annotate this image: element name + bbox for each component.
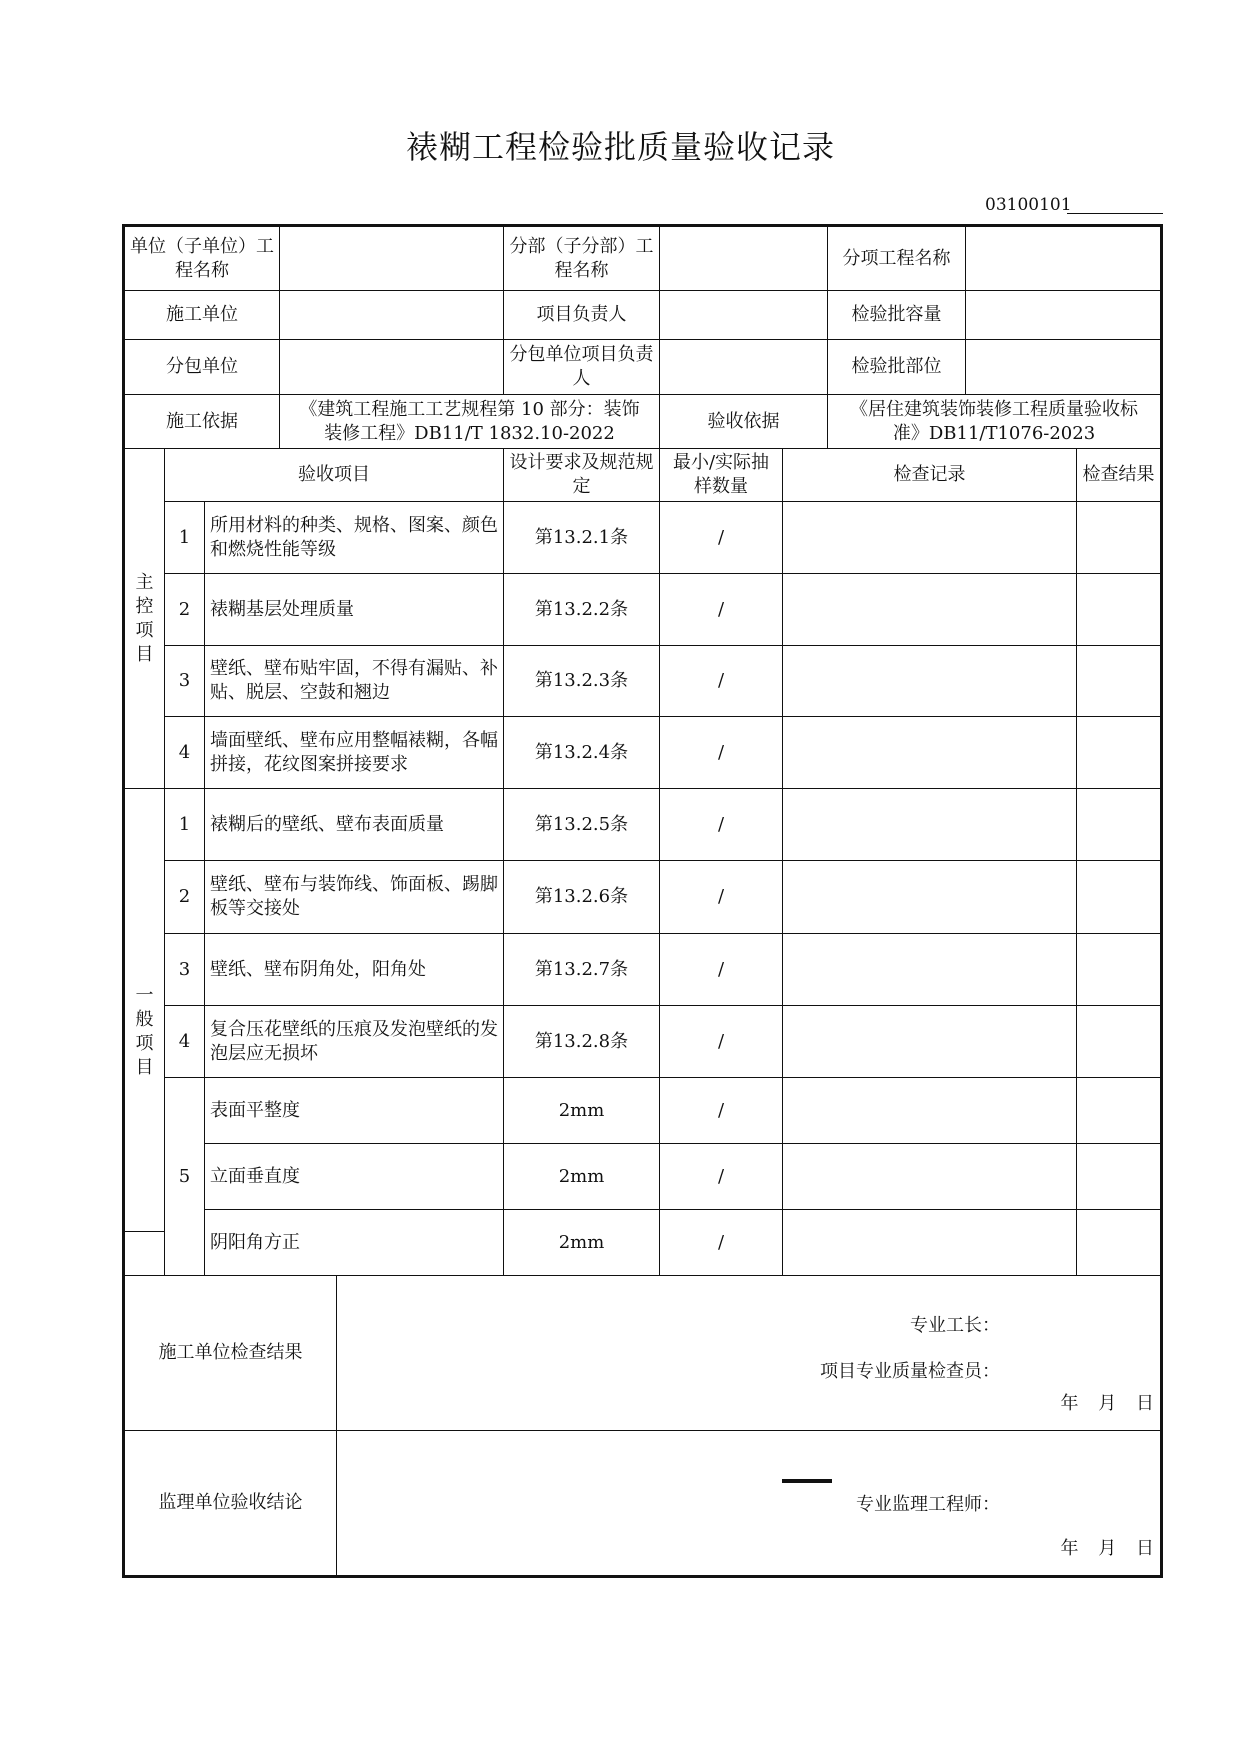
item-description: 裱糊后的壁纸、壁布表面质量	[205, 789, 504, 861]
tolerance-record[interactable]	[783, 1078, 1077, 1144]
tolerance-result[interactable]	[1077, 1078, 1160, 1144]
contractor-check-area[interactable]	[337, 1276, 1160, 1431]
tolerance-result[interactable]	[1077, 1210, 1160, 1276]
item-requirement: 第13.2.1条	[504, 502, 660, 574]
tolerance-requirement: 2mm	[504, 1210, 660, 1276]
item-record[interactable]	[783, 861, 1077, 934]
item-description: 墙面壁纸、壁布应用整幅裱糊，各幅拼接，花纹图案拼接要求	[205, 717, 504, 789]
item-number: 2	[165, 574, 205, 646]
item-record[interactable]	[783, 502, 1077, 574]
item-sample[interactable]: /	[660, 934, 783, 1006]
sub-item-label: 分项工程名称	[828, 227, 966, 291]
sub-manager-label: 分包单位项目负责人	[504, 340, 660, 395]
item-sample[interactable]: /	[660, 574, 783, 646]
item-number: 1	[165, 502, 205, 574]
sub-manager-value[interactable]	[660, 340, 828, 395]
tolerance-record[interactable]	[783, 1144, 1077, 1210]
supervisor-check-label: 监理单位验收结论	[125, 1431, 337, 1575]
item-description: 壁纸、壁布贴牢固，不得有漏贴、补贴、脱层、空鼓和翘边	[205, 646, 504, 717]
tolerance-description: 表面平整度	[205, 1078, 504, 1144]
item-record[interactable]	[783, 1006, 1077, 1078]
acceptance-basis-value: 《居住建筑装饰装修工程质量验收标准》DB11/T1076-2023	[828, 395, 1160, 449]
col-sample-header: 最小/实际抽样数量	[660, 449, 783, 502]
code-underline	[1067, 213, 1163, 214]
item-sample[interactable]: /	[660, 861, 783, 934]
supervisor-check-area[interactable]	[337, 1431, 1160, 1575]
main-control-section	[125, 449, 165, 789]
item-number: 4	[165, 717, 205, 789]
item-number: 4	[165, 1006, 205, 1078]
capacity-label: 检验批容量	[828, 291, 966, 340]
inspection-form	[122, 224, 1163, 1578]
contractor-label: 施工单位	[125, 291, 280, 340]
item-result[interactable]	[1077, 789, 1160, 861]
contractor-check-label: 施工单位检查结果	[125, 1276, 337, 1431]
sub-item-value[interactable]	[966, 227, 1160, 291]
division-label: 分部（子分部）工程名称	[504, 227, 660, 291]
item-sample[interactable]: /	[660, 646, 783, 717]
item-description: 复合压花壁纸的压痕及发泡壁纸的发泡层应无损坏	[205, 1006, 504, 1078]
form-code: 03100101	[985, 195, 1072, 215]
signature-mark	[782, 1479, 832, 1483]
capacity-value[interactable]	[966, 291, 1160, 340]
item-number: 3	[165, 934, 205, 1006]
tolerance-sample[interactable]: /	[660, 1210, 783, 1276]
location-value[interactable]	[966, 340, 1160, 395]
item-record[interactable]	[783, 934, 1077, 1006]
foreman-label: 专业工长：	[910, 1315, 1000, 1336]
item-result[interactable]	[1077, 861, 1160, 934]
supervisor-date: 年 月 日	[1060, 1538, 1154, 1559]
item-number: 1	[165, 789, 205, 861]
item-result[interactable]	[1077, 1006, 1160, 1078]
item-description: 所用材料的种类、规格、图案、颜色和燃烧性能等级	[205, 502, 504, 574]
item-result[interactable]	[1077, 502, 1160, 574]
basis-label: 施工依据	[125, 395, 280, 449]
project-manager-label: 项目负责人	[504, 291, 660, 340]
main-control-label: 主控项目	[135, 571, 154, 665]
general-section	[125, 789, 165, 1276]
item-record[interactable]	[783, 717, 1077, 789]
item-requirement: 第13.2.4条	[504, 717, 660, 789]
tolerance-description: 阴阳角方正	[205, 1210, 504, 1276]
item-requirement: 第13.2.8条	[504, 1006, 660, 1078]
subcontractor-value[interactable]	[280, 340, 504, 395]
col-requirement-header: 设计要求及规范规定	[504, 449, 660, 502]
division-value[interactable]	[660, 227, 828, 291]
item-requirement: 第13.2.5条	[504, 789, 660, 861]
tolerance-record[interactable]	[783, 1210, 1077, 1276]
contractor-value[interactable]	[280, 291, 504, 340]
item-description: 壁纸、壁布与装饰线、饰面板、踢脚板等交接处	[205, 861, 504, 934]
item-sample[interactable]: /	[660, 502, 783, 574]
item-description: 壁纸、壁布阴角处，阳角处	[205, 934, 504, 1006]
item-number: 3	[165, 646, 205, 717]
item-result[interactable]	[1077, 574, 1160, 646]
project-manager-value[interactable]	[660, 291, 828, 340]
tolerance-requirement: 2mm	[504, 1144, 660, 1210]
item-record[interactable]	[783, 646, 1077, 717]
item-requirement: 第13.2.2条	[504, 574, 660, 646]
item-requirement: 第13.2.7条	[504, 934, 660, 1006]
acceptance-basis-label: 验收依据	[660, 395, 828, 449]
contractor-date: 年 月 日	[1060, 1393, 1154, 1414]
location-label: 检验批部位	[828, 340, 966, 395]
item-record[interactable]	[783, 574, 1077, 646]
item-result[interactable]	[1077, 717, 1160, 789]
tolerance-requirement: 2mm	[504, 1078, 660, 1144]
item-description: 裱糊基层处理质量	[205, 574, 504, 646]
tolerance-group-number: 5	[165, 1078, 205, 1276]
item-sample[interactable]: /	[660, 789, 783, 861]
item-result[interactable]	[1077, 934, 1160, 1006]
subcontractor-label: 分包单位	[125, 340, 280, 395]
item-sample[interactable]: /	[660, 1006, 783, 1078]
col-item-header: 验收项目	[165, 449, 504, 502]
tolerance-result[interactable]	[1077, 1144, 1160, 1210]
item-sample[interactable]: /	[660, 717, 783, 789]
col-result-header: 检查结果	[1077, 449, 1160, 502]
basis-value: 《建筑工程施工工艺规程第 10 部分：装饰装修工程》DB11/T 1832.10-2022	[280, 395, 660, 449]
item-requirement: 第13.2.6条	[504, 861, 660, 934]
tolerance-sample[interactable]: /	[660, 1144, 783, 1210]
tolerance-sample[interactable]: /	[660, 1078, 783, 1144]
unit-project-label: 单位（子单位）工程名称	[125, 227, 280, 291]
tolerance-description: 立面垂直度	[205, 1144, 504, 1210]
form-title: 裱糊工程检验批质量验收记录	[405, 128, 835, 166]
col-record-header: 检查记录	[783, 449, 1077, 502]
item-result[interactable]	[1077, 646, 1160, 717]
supervising-engineer-label: 专业监理工程师：	[856, 1494, 1000, 1515]
item-number: 2	[165, 861, 205, 934]
general-label: 一般项目	[135, 985, 154, 1078]
quality-inspector-label: 项目专业质量检查员：	[820, 1361, 1000, 1382]
unit-project-value[interactable]	[280, 227, 504, 291]
item-requirement: 第13.2.3条	[504, 646, 660, 717]
item-record[interactable]	[783, 789, 1077, 861]
